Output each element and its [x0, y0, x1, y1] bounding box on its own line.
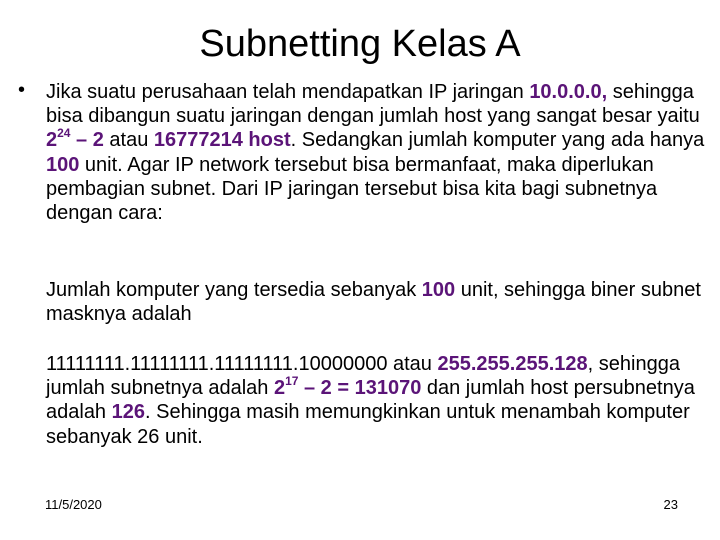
text-run: Jumlah komputer yang tersedia sebanyak: [46, 279, 422, 301]
slide-title: Subnetting Kelas A: [199, 23, 521, 65]
subnet-mask: 255.255.255.128: [437, 353, 588, 375]
formula-exponent: 17: [285, 374, 299, 389]
binary-mask: 11111111.11111111.11111111.10000000 atau: [46, 353, 438, 375]
text-run: sehingga bisa dibangun suatu jaringan dengan jumlah host yang sangat besar yaitu: [46, 81, 700, 128]
formula-base: 2: [273, 377, 286, 400]
text-run: dan jumlah host persubnetnya adalah: [46, 377, 695, 424]
subnet-paragraph: [46, 278, 706, 326]
text-run: . Sedangkan jumlah komputer yang ada hanya: [290, 129, 705, 152]
host-formula: [46, 126, 104, 152]
text-run: atau: [103, 129, 154, 152]
computer-count: 100: [421, 279, 456, 301]
formula-rest: – 2: [70, 129, 104, 152]
footer-date: 11/5/2020: [45, 497, 102, 512]
text-run: Jika suatu perusahaan telah mendapatkan IP jaringan: [46, 81, 530, 103]
text-run: , sehingga jumlah subnetnya adalah: [46, 353, 680, 400]
bullet-marker: •: [18, 79, 26, 101]
page-number: 23: [663, 497, 678, 512]
network-address: 10.0.0.0,: [529, 81, 608, 103]
hosts-per-subnet: 126: [111, 401, 145, 424]
text-run: unit. Agar IP network tersebut bisa bermanfaat, maka diperlukan pembagian subnet. Dari IP jaringan tersebut bisa kita bagi subnetnya dengan cara:: [46, 153, 658, 225]
computer-count: 100: [46, 153, 80, 176]
host-count: 16777214 host: [153, 129, 291, 152]
formula-exponent: 24: [57, 126, 71, 141]
text-run: . Sehingga masih memungkinkan untuk menambah komputer sebanyak 26 unit.: [46, 401, 690, 448]
mask-paragraph: [46, 352, 706, 449]
formula-base: 2: [46, 129, 58, 152]
intro-paragraph: [46, 80, 706, 225]
subnet-formula: [273, 374, 422, 400]
formula-rest: – 2 = 131070: [298, 377, 422, 400]
text-run: unit, sehingga biner subnet masknya adalah: [46, 279, 701, 326]
